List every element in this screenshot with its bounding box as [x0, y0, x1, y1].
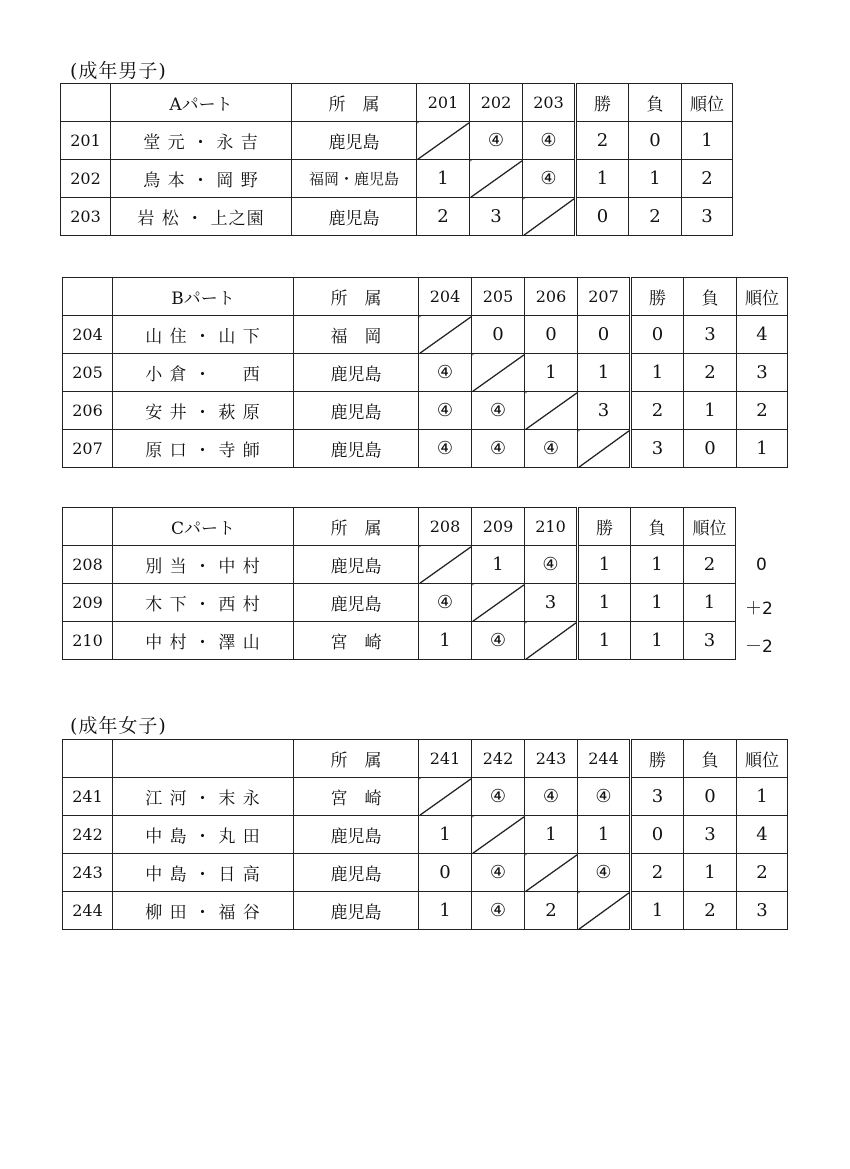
- player-id: 206: [63, 392, 113, 430]
- result-cell: 3: [525, 584, 578, 622]
- result-cell: 1: [417, 160, 470, 198]
- rank: 1: [684, 584, 736, 622]
- losses-header: 負: [629, 84, 682, 122]
- corner-cell: [61, 84, 111, 122]
- player-id: 243: [63, 854, 113, 892]
- col-header: 203: [523, 84, 576, 122]
- player-id: 203: [61, 198, 111, 236]
- wins: 1: [578, 584, 631, 622]
- rank: 3: [684, 622, 736, 660]
- self-cell: [419, 778, 472, 816]
- self-cell: [470, 160, 523, 198]
- corner-cell: [63, 278, 113, 316]
- affiliation-header: 所 属: [294, 278, 419, 316]
- affiliation-header: 所 属: [292, 84, 417, 122]
- self-cell: [417, 122, 470, 160]
- part-b-table: [62, 277, 788, 468]
- player-id: 241: [63, 778, 113, 816]
- self-cell: [419, 546, 472, 584]
- affiliation: 鹿児島: [292, 122, 417, 160]
- result-cell: 1: [419, 622, 472, 660]
- affiliation: 鹿児島: [294, 354, 419, 392]
- rank: 1: [737, 430, 788, 468]
- table-row: [63, 854, 788, 892]
- result-cell: 1: [419, 816, 472, 854]
- player-names: 中 島 ・ 丸 田: [113, 816, 294, 854]
- player-names: 岩 松 ・ 上之園: [111, 198, 292, 236]
- result-cell: 1: [419, 892, 472, 930]
- player-names: 小 倉 ・ 西: [113, 354, 294, 392]
- table-row: [63, 546, 736, 584]
- result-cell: 1: [578, 354, 631, 392]
- player-names: 柳 田 ・ 福 谷: [113, 892, 294, 930]
- self-cell: [525, 854, 578, 892]
- self-cell: [419, 316, 472, 354]
- self-cell: [578, 430, 631, 468]
- player-id: 205: [63, 354, 113, 392]
- player-id: 202: [61, 160, 111, 198]
- col-header: 202: [470, 84, 523, 122]
- affiliation: 宮 崎: [294, 778, 419, 816]
- rank: 2: [684, 546, 736, 584]
- result-cell: ④: [472, 892, 525, 930]
- tiebreak-note: ＋2: [745, 599, 773, 619]
- rank: 1: [737, 778, 788, 816]
- result-cell: 2: [525, 892, 578, 930]
- affiliation-header: 所 属: [294, 740, 419, 778]
- losses: 1: [631, 584, 684, 622]
- affiliation: 福岡・鹿児島: [292, 160, 417, 198]
- player-id: 207: [63, 430, 113, 468]
- wins: 1: [576, 160, 629, 198]
- col-header: 244: [578, 740, 631, 778]
- wins: 0: [631, 816, 684, 854]
- result-cell: ④: [472, 778, 525, 816]
- player-names: 鳥 本 ・ 岡 野: [111, 160, 292, 198]
- result-cell: 1: [578, 816, 631, 854]
- result-cell: ④: [419, 354, 472, 392]
- result-cell: ④: [419, 430, 472, 468]
- table-row: [63, 584, 736, 622]
- part-label: [113, 740, 294, 778]
- result-cell: 0: [578, 316, 631, 354]
- rank-header: 順位: [737, 740, 788, 778]
- player-id: 208: [63, 546, 113, 584]
- wins: 0: [576, 198, 629, 236]
- result-cell: ④: [523, 122, 576, 160]
- men-heading: (成年男子): [70, 60, 167, 82]
- part-label: Bパート: [113, 278, 294, 316]
- result-cell: ④: [525, 546, 578, 584]
- affiliation: 鹿児島: [292, 198, 417, 236]
- result-cell: ④: [472, 392, 525, 430]
- part-label: Cパート: [113, 508, 294, 546]
- result-cell: 3: [470, 198, 523, 236]
- part-label: Aパート: [111, 84, 292, 122]
- losses: 1: [684, 392, 737, 430]
- table-row: [63, 430, 788, 468]
- result-cell: 1: [472, 546, 525, 584]
- women-table: [62, 739, 788, 930]
- corner-cell: [63, 508, 113, 546]
- losses: 2: [684, 354, 737, 392]
- player-names: 別 当 ・ 中 村: [113, 546, 294, 584]
- col-header: 201: [417, 84, 470, 122]
- player-id: 244: [63, 892, 113, 930]
- table-row: [63, 622, 736, 660]
- tiebreak-note: －2: [745, 637, 773, 657]
- losses: 3: [684, 316, 737, 354]
- rank-header: 順位: [682, 84, 733, 122]
- result-cell: ④: [472, 430, 525, 468]
- header-row: [63, 278, 788, 316]
- result-cell: 0: [525, 316, 578, 354]
- affiliation: 鹿児島: [294, 546, 419, 584]
- rank-header: 順位: [684, 508, 736, 546]
- losses: 2: [629, 198, 682, 236]
- table-row: [63, 892, 788, 930]
- self-cell: [525, 622, 578, 660]
- col-header: 241: [419, 740, 472, 778]
- losses: 3: [684, 816, 737, 854]
- losses: 0: [629, 122, 682, 160]
- affiliation: 鹿児島: [294, 392, 419, 430]
- result-cell: 3: [578, 392, 631, 430]
- player-names: 中 村 ・ 澤 山: [113, 622, 294, 660]
- affiliation: 鹿児島: [294, 816, 419, 854]
- wins: 1: [631, 354, 684, 392]
- table-row: [61, 160, 733, 198]
- player-names: 中 島 ・ 日 高: [113, 854, 294, 892]
- wins-header: 勝: [576, 84, 629, 122]
- player-names: 木 下 ・ 西 村: [113, 584, 294, 622]
- col-header: 206: [525, 278, 578, 316]
- wins-header: 勝: [631, 278, 684, 316]
- result-cell: 1: [525, 354, 578, 392]
- header-row: [63, 508, 736, 546]
- col-header: 207: [578, 278, 631, 316]
- player-names: 原 口 ・ 寺 師: [113, 430, 294, 468]
- player-id: 204: [63, 316, 113, 354]
- rank: 2: [682, 160, 733, 198]
- col-header: 242: [472, 740, 525, 778]
- wins: 2: [576, 122, 629, 160]
- player-id: 210: [63, 622, 113, 660]
- rank-header: 順位: [737, 278, 788, 316]
- player-id: 242: [63, 816, 113, 854]
- wins: 3: [631, 778, 684, 816]
- self-cell: [523, 198, 576, 236]
- header-row: [61, 84, 733, 122]
- table-row: [63, 778, 788, 816]
- rank: 1: [682, 122, 733, 160]
- part-a-table: [60, 83, 733, 236]
- self-cell: [472, 584, 525, 622]
- result-cell: ④: [419, 392, 472, 430]
- part-c-table: [62, 507, 736, 660]
- result-cell: ④: [578, 854, 631, 892]
- result-cell: 1: [525, 816, 578, 854]
- player-id: 209: [63, 584, 113, 622]
- rank: 3: [682, 198, 733, 236]
- wins: 1: [578, 622, 631, 660]
- result-cell: ④: [523, 160, 576, 198]
- player-names: 安 井 ・ 萩 原: [113, 392, 294, 430]
- player-names: 山 住 ・ 山 下: [113, 316, 294, 354]
- result-cell: ④: [578, 778, 631, 816]
- rank: 3: [737, 354, 788, 392]
- corner-cell: [63, 740, 113, 778]
- wins: 1: [578, 546, 631, 584]
- affiliation: 鹿児島: [294, 854, 419, 892]
- result-cell: 0: [419, 854, 472, 892]
- rank: 3: [737, 892, 788, 930]
- result-cell: ④: [470, 122, 523, 160]
- col-header: 208: [419, 508, 472, 546]
- table-row: [61, 198, 733, 236]
- losses: 2: [684, 892, 737, 930]
- col-header: 209: [472, 508, 525, 546]
- losses-header: 負: [631, 508, 684, 546]
- rank: 4: [737, 316, 788, 354]
- wins: 1: [631, 892, 684, 930]
- losses-header: 負: [684, 278, 737, 316]
- rank: 4: [737, 816, 788, 854]
- col-header: 243: [525, 740, 578, 778]
- player-names: 江 河 ・ 末 永: [113, 778, 294, 816]
- table-row: [63, 816, 788, 854]
- result-cell: ④: [472, 622, 525, 660]
- losses: 1: [631, 622, 684, 660]
- result-cell: ④: [472, 854, 525, 892]
- rank: 2: [737, 854, 788, 892]
- table-row: [63, 316, 788, 354]
- result-cell: ④: [525, 778, 578, 816]
- player-names: 堂 元 ・ 永 吉: [111, 122, 292, 160]
- affiliation-header: 所 属: [294, 508, 419, 546]
- player-id: 201: [61, 122, 111, 160]
- result-cell: ④: [419, 584, 472, 622]
- losses: 0: [684, 430, 737, 468]
- wins: 0: [631, 316, 684, 354]
- losses: 1: [631, 546, 684, 584]
- affiliation: 福 岡: [294, 316, 419, 354]
- affiliation: 鹿児島: [294, 430, 419, 468]
- affiliation: 宮 崎: [294, 622, 419, 660]
- affiliation: 鹿児島: [294, 584, 419, 622]
- table-row: [61, 122, 733, 160]
- losses-header: 負: [684, 740, 737, 778]
- col-header: 210: [525, 508, 578, 546]
- losses: 1: [629, 160, 682, 198]
- self-cell: [472, 816, 525, 854]
- col-header: 205: [472, 278, 525, 316]
- col-header: 204: [419, 278, 472, 316]
- tiebreak-note: 0: [756, 555, 767, 575]
- wins: 2: [631, 854, 684, 892]
- wins-header: 勝: [631, 740, 684, 778]
- self-cell: [578, 892, 631, 930]
- wins-header: 勝: [578, 508, 631, 546]
- self-cell: [472, 354, 525, 392]
- table-row: [63, 354, 788, 392]
- rank: 2: [737, 392, 788, 430]
- header-row: [63, 740, 788, 778]
- women-heading: (成年女子): [70, 715, 167, 737]
- affiliation: 鹿児島: [294, 892, 419, 930]
- result-cell: 2: [417, 198, 470, 236]
- table-row: [63, 392, 788, 430]
- result-cell: ④: [525, 430, 578, 468]
- losses: 0: [684, 778, 737, 816]
- losses: 1: [684, 854, 737, 892]
- wins: 3: [631, 430, 684, 468]
- self-cell: [525, 392, 578, 430]
- result-cell: 0: [472, 316, 525, 354]
- wins: 2: [631, 392, 684, 430]
